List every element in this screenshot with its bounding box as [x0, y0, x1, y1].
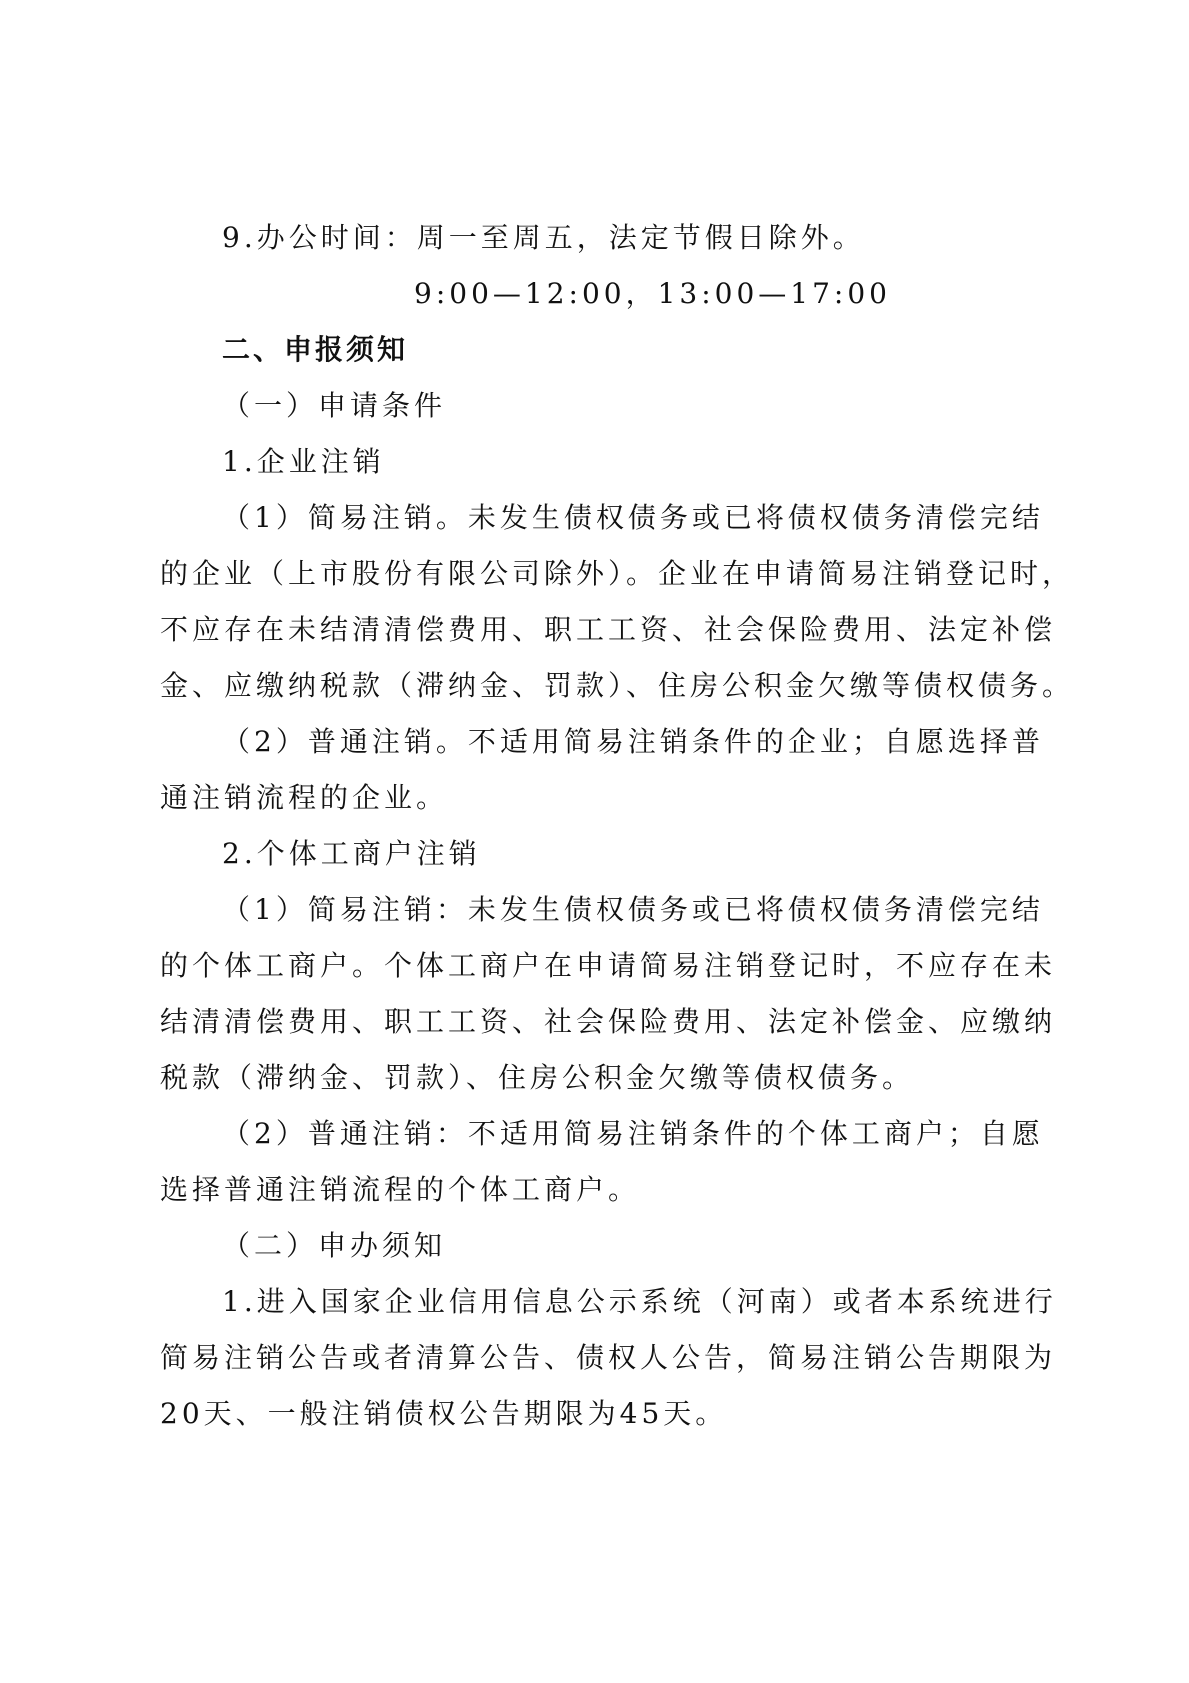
item-heading: 1.企业注销 — [222, 445, 385, 478]
paragraph-line: 结清清偿费用、职工工资、社会保险费用、法定补偿金、应缴纳 — [160, 1005, 1057, 1038]
subsection-heading: （二）申办须知 — [222, 1229, 447, 1262]
paragraph-line: 20天、一般注销债权公告期限为45天。 — [160, 1397, 728, 1430]
paragraph-line: （1）简易注销。未发生债权债务或已将债权债务清偿完结 — [222, 501, 1044, 534]
paragraph-line: （1）简易注销：未发生债权债务或已将债权债务清偿完结 — [222, 893, 1044, 926]
office-hours-times: 9:00—12:00，13:00—17:00 — [414, 277, 891, 310]
paragraph-line: （2）普通注销：不适用简易注销条件的个体工商户；自愿 — [222, 1117, 1044, 1150]
paragraph-line: 不应存在未结清清偿费用、职工工资、社会保险费用、法定补偿 — [160, 613, 1057, 646]
section-heading: 二、申报须知 — [222, 333, 409, 366]
office-hours-line: 9.办公时间：周一至周五，法定节假日除外。 — [222, 221, 865, 254]
paragraph-line: 选择普通注销流程的个体工商户。 — [160, 1173, 641, 1206]
paragraph-line: 1.进入国家企业信用信息公示系统（河南）或者本系统进行 — [222, 1285, 1057, 1318]
paragraph-line: 通注销流程的企业。 — [160, 781, 449, 814]
paragraph-line: 税款（滞纳金、罚款）、住房公积金欠缴等债权债务。 — [160, 1061, 915, 1094]
paragraph-line: 金、应缴纳税款（滞纳金、罚款）、住房公积金欠缴等债权债务。 — [160, 669, 1075, 702]
subsection-heading: （一）申请条件 — [222, 389, 447, 422]
item-heading: 2.个体工商户注销 — [222, 837, 481, 870]
paragraph-line: 的个体工商户。个体工商户在申请简易注销登记时，不应存在未 — [160, 949, 1057, 982]
paragraph-line: 简易注销公告或者清算公告、债权人公告，简易注销公告期限为 — [160, 1341, 1057, 1374]
paragraph-line: （2）普通注销。不适用简易注销条件的企业；自愿选择普 — [222, 725, 1044, 758]
paragraph-line: 的企业（上市股份有限公司除外）。企业在申请简易注销登记时， — [160, 557, 1075, 590]
